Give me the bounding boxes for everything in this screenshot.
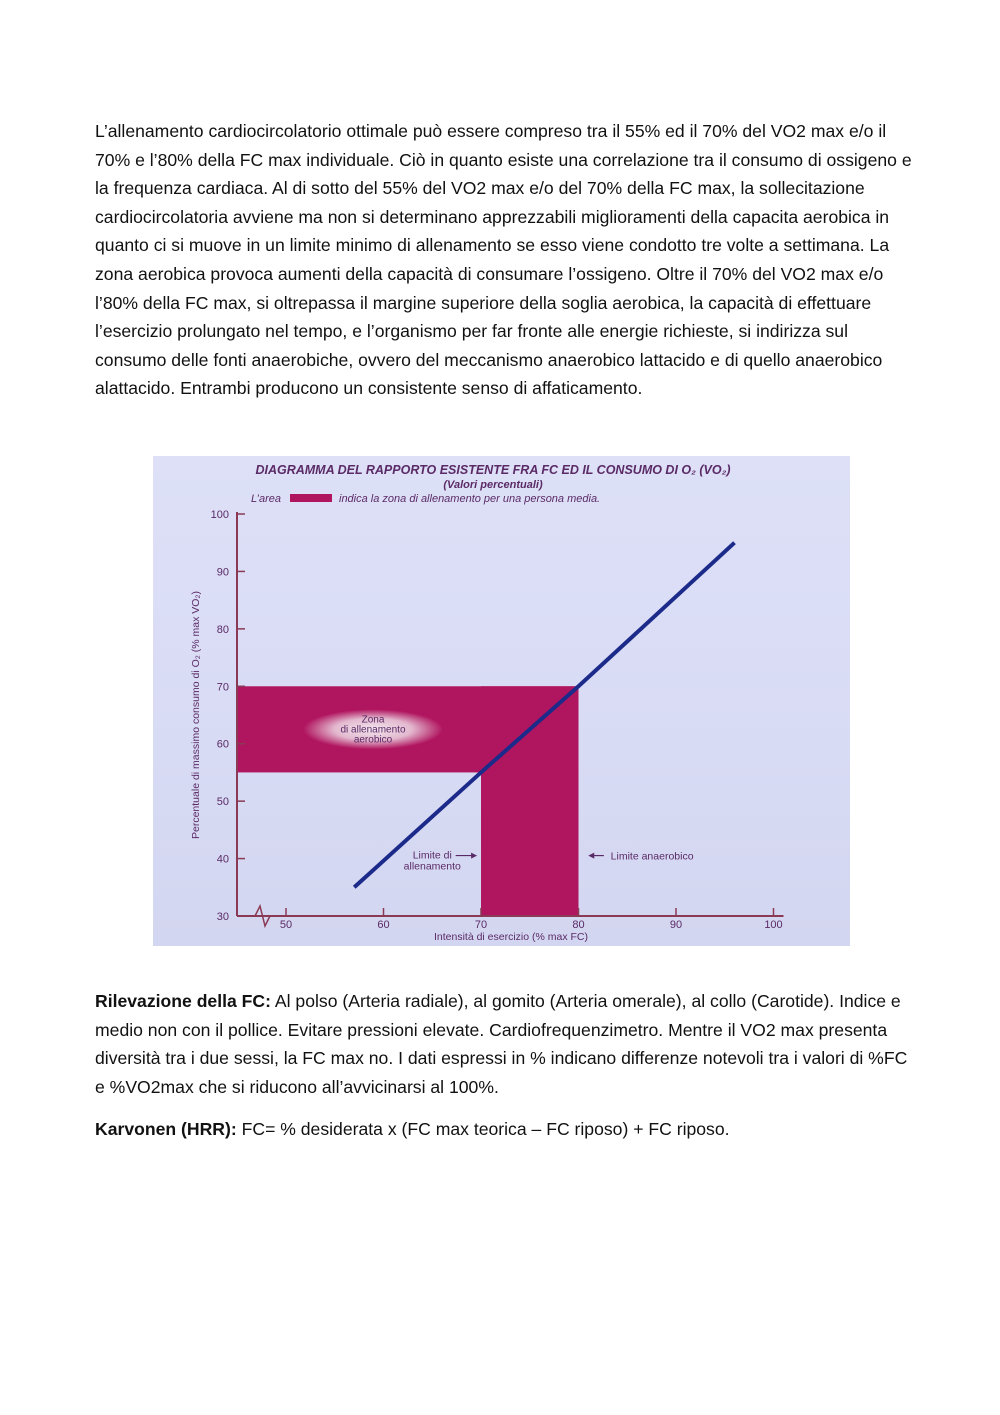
- y-tick-label: 90: [216, 566, 229, 579]
- x-tick-label: 70: [474, 919, 488, 931]
- chart-subtitle: (Valori percentuali): [443, 479, 543, 491]
- fc-measurement-paragraph: [95, 987, 915, 1101]
- karvonen-heading: Karvonen (HRR):: [95, 1119, 237, 1139]
- zone-label-line3: aerobico: [353, 734, 393, 746]
- zone-label-line1: Zona: [361, 714, 385, 726]
- fc-measurement-text: Al polso (Arteria radiale), al gomito (Arteria omerale), al collo (Carotide). Indice e medio non con il pollice. Evitare pressioni elevate. Cardiofrequenzimetro. Mentre il VO2 max presenta diversità tra i due sessi, la FC max no. I dati espressi in % indicano differenze notevoli tra i valori di %FC e %VO2max che si riducono all’avvicinarsi al 100%.: [95, 991, 908, 1097]
- chart-svg: [153, 456, 850, 946]
- y-tick-label: 100: [210, 509, 229, 521]
- legend-text: indica la zona di allenamento per una persona media.: [339, 493, 601, 505]
- karvonen-paragraph: [95, 1115, 915, 1144]
- x-tick-label: 80: [572, 919, 585, 931]
- upper-limit-arrowhead: [588, 853, 594, 859]
- y-tick-label: 50: [216, 796, 229, 809]
- legend-prefix: L’area: [251, 493, 281, 505]
- x-tick-label: 90: [669, 919, 683, 931]
- y-tick-label: 30: [216, 911, 229, 923]
- y-tick-label: 70: [216, 681, 229, 694]
- y-axis-label: Percentuale di massimo consumo di O₂ (% max VO₂): [190, 591, 202, 839]
- zone-label-line2: di allenamento: [340, 724, 406, 736]
- chart-title: DIAGRAMMA DEL RAPPORTO ESISTENTE FRA FC ED IL CONSUMO DI O₂ (VO₂): [255, 463, 731, 477]
- lower-limit-arrowhead: [471, 853, 477, 859]
- y-tick-label: 40: [216, 853, 229, 866]
- lower-limit-line1: Limite di: [412, 849, 452, 862]
- legend-swatch: [290, 494, 332, 502]
- lower-limit-line2: allenamento: [403, 860, 461, 873]
- y-tick-label: 60: [216, 738, 229, 751]
- intro-paragraph: L’allenamento cardiocircolatorio ottimale può essere compreso tra il 55% ed il 70% del VO2 max e/o il 70% e l’80% della FC max individuale. Ciò in quanto esiste una correlazione tra il consumo di ossigeno e la frequenza cardiaca. Al di sotto del 55% del VO2 max e/o del 70% della FC max, la sollecitazione cardiocircolatoria avviene ma non si determinano apprezzabili miglioramenti della capacita aerobica in quanto ci si muove in un limite minimo di allenamento se esso viene condotto tre volte a settimana. La zona aerobica provoca aumenti della capacità di consumare l’ossigeno. Oltre il 70% del VO2 max e/o l’80% della FC max, si oltrepassa il margine superiore della soglia aerobica, la capacità di effettuare l’esercizio prolungato nel tempo, e l’organismo per far fronte alle energie richieste, si indirizza sul consumo delle fonti anaerobiche, ovvero del meccanismo anaerobico lattacido e di quello anaerobico alattacido. Entrambi producono un consistente senso di affaticamento.: [95, 121, 912, 399]
- x-tick-label: 50: [279, 919, 293, 931]
- fc-measurement-heading: Rilevazione della FC:: [95, 991, 271, 1011]
- x-tick-label: 60: [377, 919, 390, 931]
- training-zone-vertical: [481, 686, 579, 916]
- karvonen-text: FC= % desiderata x (FC max teorica – FC riposo) + FC riposo.: [236, 1119, 730, 1139]
- hr-vo2-chart: [153, 456, 850, 946]
- upper-limit-label: Limite anaerobico: [610, 850, 694, 863]
- x-tick-label: 100: [764, 919, 783, 931]
- x-axis-label: Intensità di esercizio (% max FC): [433, 931, 589, 943]
- y-tick-label: 80: [216, 623, 229, 636]
